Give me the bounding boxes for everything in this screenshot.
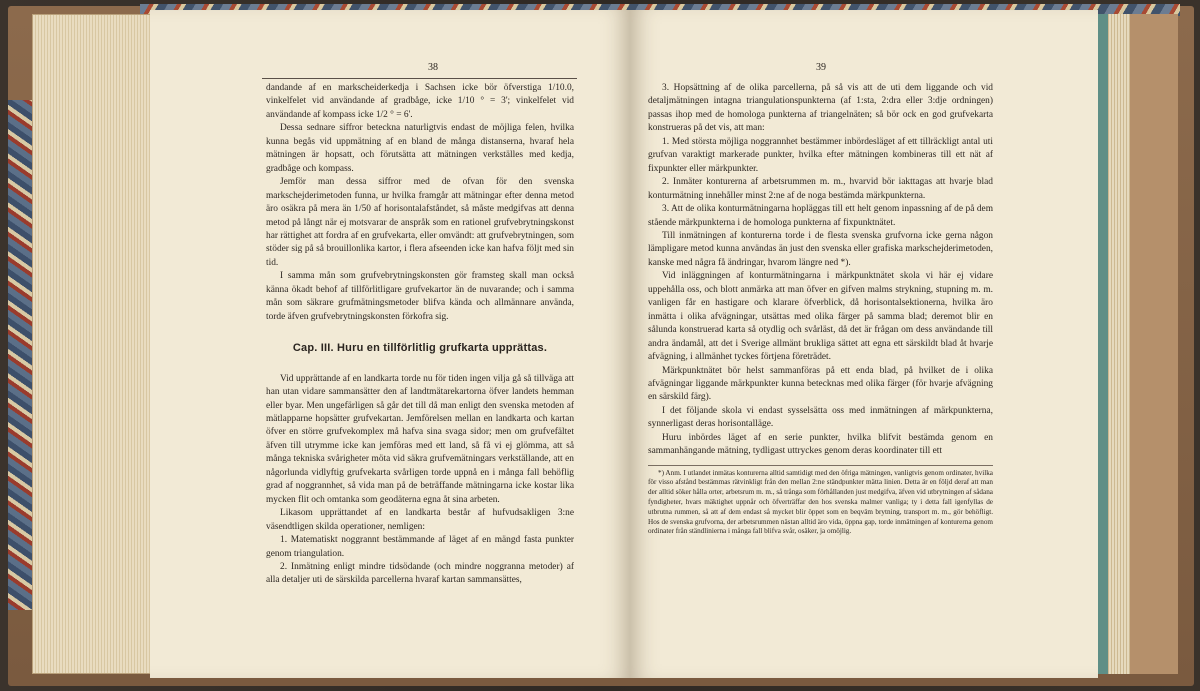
endpaper-edge: [1098, 14, 1108, 674]
paragraph: Vid inläggningen af konturmätningarna i märkpunktnätet skola vi här ej vidare uppehålla oss, och blott anmärka att man öfver en gifven malms strykning, stupning m. m. vanligen får en hastigare och klarare öfverblick, då horisontalsektionerna, hvilka äro inmätta i olika afvägningar, utsättas med olika färger på samma blad; deremot blir en sålunda konstruerad karta så otydlig och svårläst, då det är frågan om dess användande till andra ändamål, att det i Sverige allmänt brukliga sättet att egna ett särskildt blad åt hvarje afvägning, i allmänhet tyckes förtjena företrädet.: [648, 271, 993, 363]
paragraph: Huru inbördes läget af en serie punkter, hvilka blifvit bestämda genom en sammanhängande mätning, tydligast uttryckes genom deras koordinater till ett: [648, 432, 993, 457]
header-rule: [262, 78, 577, 79]
page-number: 39: [816, 62, 826, 73]
paragraph: 3. Hopsättning af de olika parcellerna, på så vis att de uti dem liggande och vid detaljmätningen intagna triangulationspunkterna (af 1:sta, 2:dra eller 3:dje ordningen) passas ihop med de homologa punkterna af triangelnäten; så bör ock en god grufvekarta konstrueras på det vis, att man:: [648, 83, 993, 134]
paragraph: Jemför man dessa siffror med de ofvan för den svenska markschejderimetoden funna, ur hvilka framgår att mätningar efter denna metod äro osäkra på mera än 1/50 af horisontalafståndet, så måste medgifvas att denna metod på långt när ej motsvarar de anspråk som en rationel grufvebrytningskonst har rättighet att fordra af en grufvekarta, eller omvändt: att grufvebrytningen, som stöder sig på så brouillonlika kartor, i flera afseenden icke kan hafva följt med sin tid.: [266, 177, 574, 268]
page-number: 38: [428, 62, 438, 73]
right-text-column: [648, 82, 993, 537]
footnote: [648, 465, 993, 538]
page-block-left: [32, 14, 152, 674]
footnote-text: *) Anm. I utlandet inmätas konturerna alltid samtidigt med den öfriga mätningen, vanligtvis genom ordinater, hvilka för visso afstånd bestämmas rätvinkligt från den mellan 2:ne ständpunkter mätta linien. Detta är en följd deraf att man der alltid söker hålla orter, arbetsrum m. m., så trånga som förhållanden just medgifva, äfven vid utbrytningen af sådana fyndigheter, hvars mäktighet uppnår och öfverträffar den hos svenska malmer vanliga; ty i detta fall igenfyllas de utbrutna rummen, så att af dem endast så mycket blir öppet som en beqväm brytning, transport m. m., gör behöfligt. Hos de svenska grufvorna, der arbetsrummen nästan alltid äro vida, öppna gap, torde inmätningen af konturerna genom ordinater från ständlinierna i många fall blifva svår, osäker, ja omöjlig.: [648, 468, 993, 536]
left-page: [150, 10, 630, 678]
paragraph: 2. Inmätning enligt mindre tidsödande (och mindre noggranna metoder) af alla detaljer uti de särskilda parcellerna hvaraf kartan sammansättes,: [266, 561, 574, 586]
paragraph: Likasom upprättandet af en landkarta består af hufvudsakligen 3:ne väsendtligen skilda operationer, nemligen:: [266, 508, 574, 532]
paragraph: 3. Att de olika konturmätningarna hopläggas till ett helt genom inpassning af de på dem stående märkpunkterna i de homologa punkterna af fixpunktnätet.: [648, 204, 993, 228]
paragraph: I samma mån som grufvebrytningskonsten gör framsteg skall man också känna ökadt behof af tillförlitligare grufvekartor än de nuvarande; och i samma mån som säkrare grufmätningsmetoder blifva kända och allmännare använda, torde äfven grufvebrytningskonsten förkofra sig.: [266, 271, 574, 322]
paragraph: Till inmätningen af konturerna torde i de flesta svenska grufvorna icke gerna någon lämpligare metod kunna användas än just den svenska eller grafiska markschejderimetoden, kanske med några få ändringar, hvarom längre ned *).: [648, 230, 993, 268]
chapter-heading: Cap. III. Huru en tillförlitlig grufkarta upprättas.: [292, 342, 548, 355]
paragraph: 1. Matematiskt noggrannt bestämmande af läget af en mängd fasta punkter genom triangulation.: [266, 535, 574, 559]
right-page: [630, 10, 1098, 678]
paragraph: I det följande skola vi endast sysselsätta oss med inmätningen af märkpunkterna, synnerligast deras horisontalläge.: [648, 405, 993, 430]
paragraph: Vid upprättande af en landkarta torde nu för tiden ingen vilja gå så tillväga att han utan vidare sammansätter den af landtmätarekartorna öfver landets hemman eller byar. Men ungefärligen så går det till då man enligt den svenska metoden af mätlapparne hopsätter grufvekartan. Jemförelsen mellan en landkarta och kartan öfver en större grufvekomplex må hafva sina svaga sidor; men om grufvefältet äfven till utrymme icke kan jemföras med ett land, så få vi ej glömma, att så många tekniska svårigheter möta vid säkra grufvemätningars verkställande, att en någorlunda vidlyftig grufvekarta svårligen torde uppnå en i många fall behöflig grad af noggrannhet, så vida man på de beträffande mätningarna icke kostar lika mycken flit och omtanka som geodäterna egna åt sina arbeten.: [266, 373, 574, 505]
board-right: [1128, 14, 1178, 674]
left-text-column: [266, 82, 574, 588]
paragraph: Märkpunktnätet bör helst sammanföras på ett enda blad, på hvilket de i olika afvägningar liggande märkpunkter kunna betecknas med olika färger (för hvarje afvägning en särskild färg).: [648, 365, 993, 403]
paragraph: 1. Med största möjliga noggrannhet bestämmer inbördesläget af ett tillräckligt antal uti grufvan varaktigt markerade punkter, hvilka efter mätningen kombineras till ett nät af fixpunkter eller märkpunkter.: [648, 136, 993, 174]
paragraph: 2. Inmäter konturerna af arbetsrummen m. m., hvarvid bör iakttagas att hvarje blad konturmätning innehåller minst 2:ne af de noga bestämda märkpunkterna.: [648, 177, 993, 201]
marbled-edge-left: [8, 100, 32, 610]
paragraph: Dessa sednare siffror beteckna naturligtvis endast de möjliga felen, hvilka kunna begås vid uppmätning af en bland de många distanserna, hvaraf hela mätningen är hopsatt, och förutsätta att mätningen verkställes med kedja, gradbåge och kompass.: [266, 123, 574, 174]
paragraph: dandande af en markscheiderkedja i Sachsen icke bör öfverstiga 1/10.0, vinkelfelet vid användande af gradbåge, icke 1/10 ° = 3'; vinkelfelet vid användande af kompass icke 1/2 ° = 6'.: [266, 83, 574, 120]
